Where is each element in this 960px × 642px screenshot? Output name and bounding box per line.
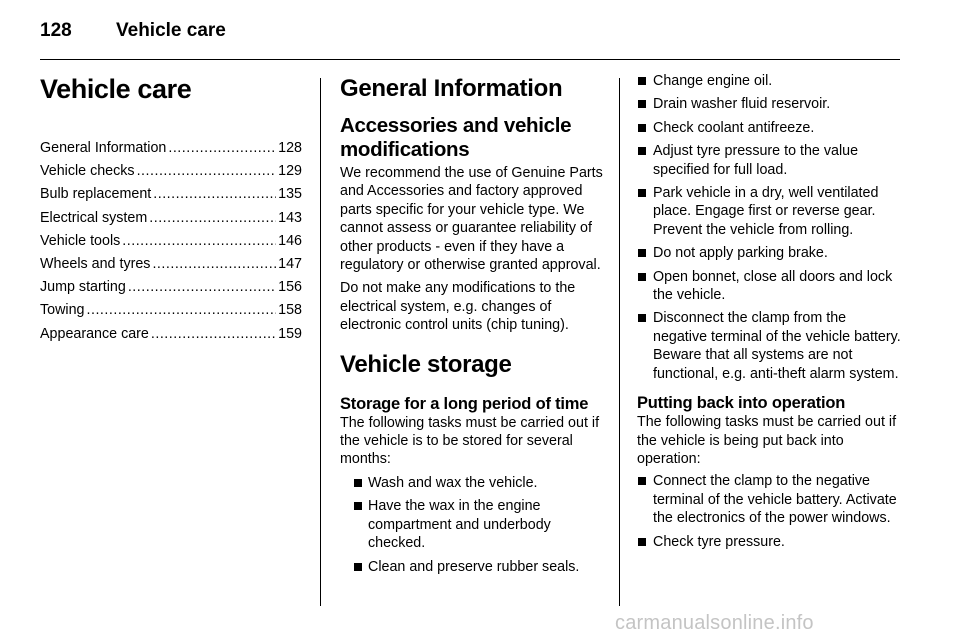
column-divider-2 <box>619 78 620 606</box>
toc-entry[interactable] <box>40 276 302 299</box>
header-rule <box>40 59 900 60</box>
toc-entry-page: 156 <box>278 279 302 296</box>
list-item: Wash and wax the vehicle. <box>354 474 604 492</box>
list-item: Change engine oil. <box>638 72 903 90</box>
section-title-vehicle-storage: Vehicle storage <box>340 350 512 378</box>
paragraph-genuine-parts: We recommend the use of Genuine Parts and Accessories and factory approved parts specific for your vehicle type. We cannot assess or guarantee reliability of other products - even if they have a regulatory or otherwise granted approval. <box>340 165 603 274</box>
watermark: carmanualsonline.info <box>615 612 814 634</box>
toc-leader-dots <box>152 253 276 276</box>
table-of-contents <box>40 137 302 346</box>
toc-entry-page: 147 <box>278 256 302 273</box>
toc-leader-dots <box>137 160 277 183</box>
column-divider-1 <box>320 78 321 606</box>
toc-entry-title: Vehicle checks <box>40 163 135 180</box>
toc-entry-title: Vehicle tools <box>40 232 121 249</box>
list-item: Do not apply parking brake. <box>638 244 903 262</box>
toc-entry-page: 135 <box>278 186 302 203</box>
storage-task-list-continued <box>637 72 903 383</box>
toc-entry[interactable] <box>40 323 302 346</box>
toc-entry-page: 146 <box>278 232 302 249</box>
list-item: Clean and preserve rubber seals. <box>354 558 604 576</box>
toc-entry-page: 159 <box>278 325 302 342</box>
toc-entry[interactable] <box>40 137 302 160</box>
toc-entry[interactable] <box>40 230 302 253</box>
paragraph-modifications: Do not make any modifications to the electrical system, e.g. changes of electronic control units (chip tuning). <box>340 280 576 334</box>
subsection-title-putting-back: Putting back into operation <box>637 394 846 413</box>
toc-leader-dots <box>168 137 276 160</box>
toc-entry-page: 128 <box>278 140 302 156</box>
toc-entry[interactable] <box>40 183 302 206</box>
toc-entry-title: Bulb replacement <box>40 186 152 203</box>
toc-entry[interactable] <box>40 299 302 322</box>
list-item: Park vehicle in a dry, well ventilated place. Engage first or reverse gear. Prevent the vehicle from rolling. <box>638 184 903 239</box>
page-number: 128 <box>40 20 72 41</box>
list-item: Check tyre pressure. <box>638 533 903 551</box>
list-item: Drain washer fluid reservoir. <box>638 95 903 113</box>
toc-entry-title: Jump starting <box>40 279 126 296</box>
toc-entry-title: Towing <box>40 302 85 319</box>
putting-back-task-list <box>637 472 903 551</box>
toc-leader-dots <box>87 299 277 322</box>
toc-entry[interactable] <box>40 207 302 230</box>
storage-task-list <box>340 474 604 576</box>
toc-leader-dots <box>122 230 276 253</box>
chapter-title: Vehicle care <box>40 74 192 104</box>
list-item: Disconnect the clamp from the negative terminal of the vehicle battery. Beware that all systems are not functional, e.g. anti-theft alarm system. <box>638 309 903 383</box>
toc-leader-dots <box>128 276 276 299</box>
toc-leader-dots <box>153 183 276 206</box>
list-item: Have the wax in the engine compartment and underbody checked. <box>354 497 604 552</box>
right-column <box>637 72 903 556</box>
running-title: Vehicle care <box>116 20 226 41</box>
toc-entry-page: 158 <box>278 302 302 319</box>
toc-entry-title: Wheels and tyres <box>40 256 151 273</box>
list-item: Adjust tyre pressure to the value specified for full load. <box>638 142 903 179</box>
paragraph-putting-back-intro: The following tasks must be carried out if the vehicle is being put back into operation: <box>637 414 897 467</box>
toc-entry-title: Appearance care <box>40 325 149 342</box>
toc-entry-page: 129 <box>278 163 302 180</box>
subsection-title-long-storage: Storage for a long period of time <box>340 394 589 413</box>
list-item: Connect the clamp to the negative terminal of the vehicle battery. Activate the electronics of the power windows. <box>638 472 903 527</box>
page-header <box>40 16 900 46</box>
subsection-title-accessories: Accessories and vehicle modifications <box>340 114 572 161</box>
middle-column <box>340 72 604 581</box>
toc-entry-page: 143 <box>278 209 302 226</box>
list-item: Open bonnet, close all doors and lock the vehicle. <box>638 268 903 305</box>
chapter-column <box>40 72 302 346</box>
paragraph-storage-intro: The following tasks must be carried out if the vehicle is to be stored for several months: <box>340 414 600 468</box>
toc-leader-dots <box>149 207 276 230</box>
toc-entry-title: General Information <box>40 140 167 156</box>
toc-leader-dots <box>151 323 276 346</box>
toc-entry[interactable] <box>40 253 302 276</box>
toc-entry-title: Electrical system <box>40 209 148 226</box>
list-item: Check coolant antifreeze. <box>638 119 903 137</box>
toc-entry[interactable] <box>40 160 302 183</box>
section-title-general-information: General Information <box>340 75 563 102</box>
